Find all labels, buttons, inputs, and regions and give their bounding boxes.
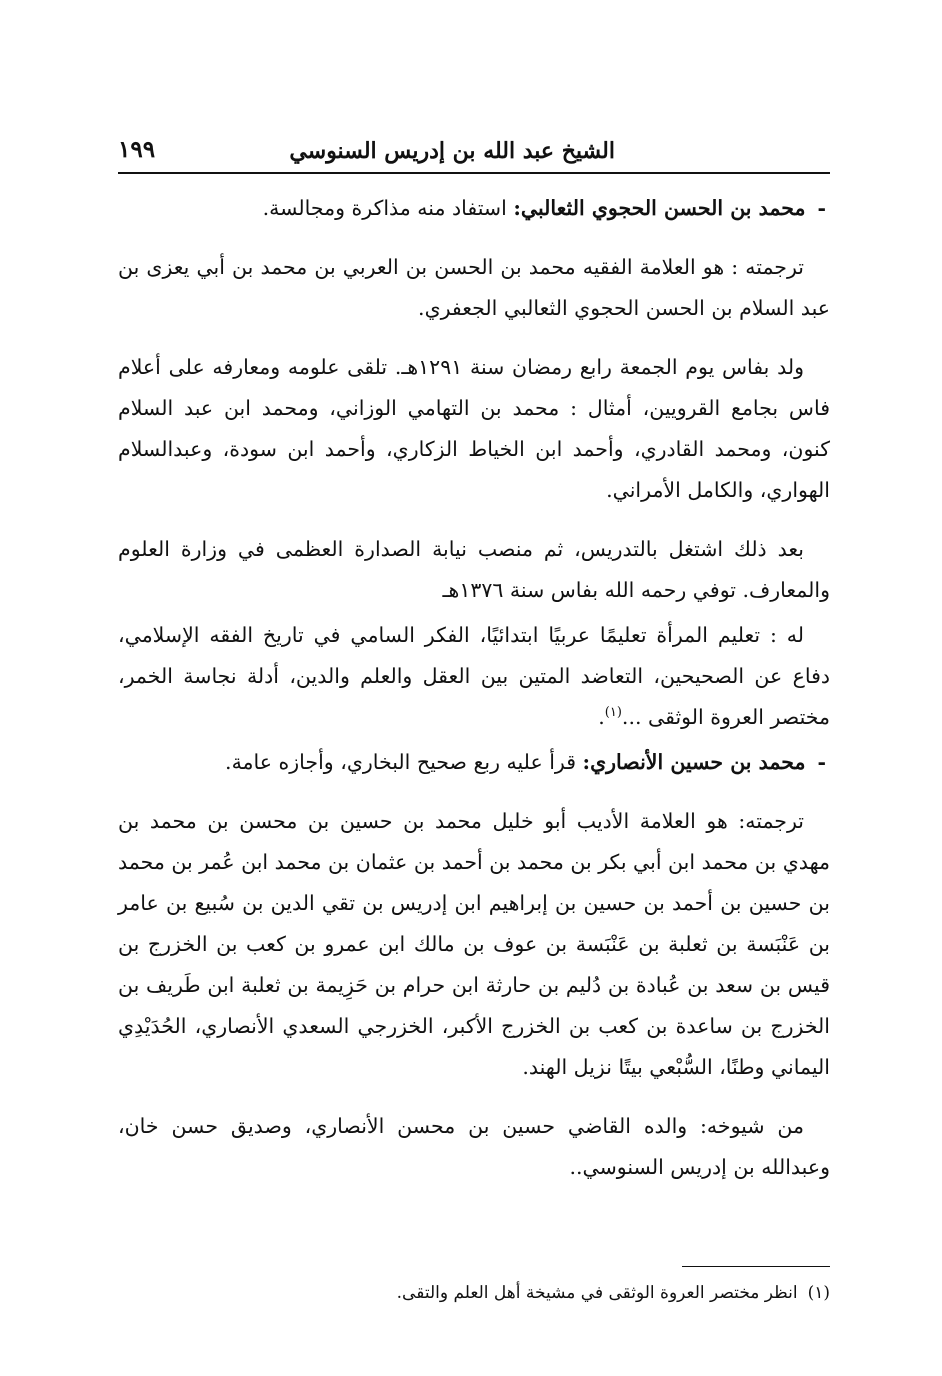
- running-head: [118, 128, 830, 174]
- paragraph-biography-hajwi: ترجمته : هو العلامة الفقيه محمد بن الحسن بن العربي بن محمد بن أبي يعزى بن عبد السلام بن الحسن الحجوي الثعالبي الجعفري.: [118, 255, 830, 320]
- footnote-rule: [682, 1266, 830, 1267]
- works-text: له : تعليم المرأة تعليمًا عربيًا ابتدائيًا، الفكر السامي في تاريخ الفقه الإسلامي، دفاع عن الصحيحين، التعاضد المتين بين العقل والعلم والدين، أدلة نجاسة الخمر، مختصر العروة الوثقى ...: [118, 623, 830, 729]
- paragraph-biography-ansari: ترجمته: هو العلامة الأديب أبو خليل محمد بن حسين بن محسن بن محمد بن مهدي بن محمد ابن أبي بكر بن محمد بن أحمد بن عثمان بن محمد ابن عُمر بن محمد بن حسين بن أحمد بن حسين بن إبراهيم ابن إدريس بن تقي الدين بن سُبيع بن عامر بن عَنْبَسة بن ثعلبة بن عَنْبَسة بن عوف بن مالك ابن عمرو بن كعب بن الخزرج بن قيس بن سعد بن عُبادة بن دُليم بن حارثة ابن حرام بن حَزِيمة بن ثعلبة ابن طَريف بن الخزرج بن ساعدة بن كعب بن الخزرج الأكبر، الخزرجي السعدي الأنصاري، الحُدَيْدِي اليماني وطنًا، السُّبْعي بيتًا نزيل الهند.: [118, 809, 830, 1079]
- entry-text: قرأ عليه ربع صحيح البخاري، وأجازه عامة.: [225, 750, 577, 774]
- footnote-text: انظر مختصر العروة الوثقى في مشيخة أهل العلم والتقى.: [396, 1283, 798, 1303]
- running-title: الشيخ عبد الله بن إدريس السنوسي: [289, 138, 615, 164]
- footnote: [118, 1278, 830, 1308]
- entry-text: استفاد منه مذاكرة ومجالسة.: [262, 196, 507, 220]
- entry-dash: -: [817, 750, 826, 774]
- entry-dash: -: [817, 196, 826, 220]
- footnote-reference[interactable]: (١): [604, 705, 622, 721]
- page: [118, 128, 830, 1303]
- entry-ansari: [118, 742, 830, 783]
- entry-name: محمد بن حسين الأنصاري:: [582, 750, 806, 774]
- footnote-number: (١): [807, 1283, 830, 1303]
- works-end: .: [598, 705, 605, 729]
- paragraph-career-death: بعد ذلك اشتغل بالتدريس، ثم منصب نيابة الصدارة العظمى في وزارة العلوم والمعارف. توفي رحمه الله بفاس سنة ١٣٧٦هـ: [118, 537, 830, 602]
- paragraph-works: [118, 615, 830, 738]
- entry-name: محمد بن الحسن الحجوي الثعالبي:: [513, 196, 806, 220]
- paragraph-teachers: من شيوخه: والده القاضي حسين بن محسن الأنصاري، وصديق حسن خان، وعبدالله بن إدريس السنوسي..: [118, 1114, 830, 1179]
- entry-hajwi: [118, 188, 830, 229]
- page-number: ١٩٩: [118, 136, 156, 163]
- paragraph-birth-education: ولد بفاس يوم الجمعة رابع رمضان سنة ١٢٩١هـ. تلقى علومه ومعارفه على أعلام فاس بجامع القرويين، أمثال : محمد بن التهامي الوزاني، ومحمد ابن عبد السلام كنون، ومحمد القادري، وأحمد ابن الخياط الزكاري، وأحمد ابن سودة، وعبدالسلام الهواري، والكامل الأمراني.: [118, 355, 830, 502]
